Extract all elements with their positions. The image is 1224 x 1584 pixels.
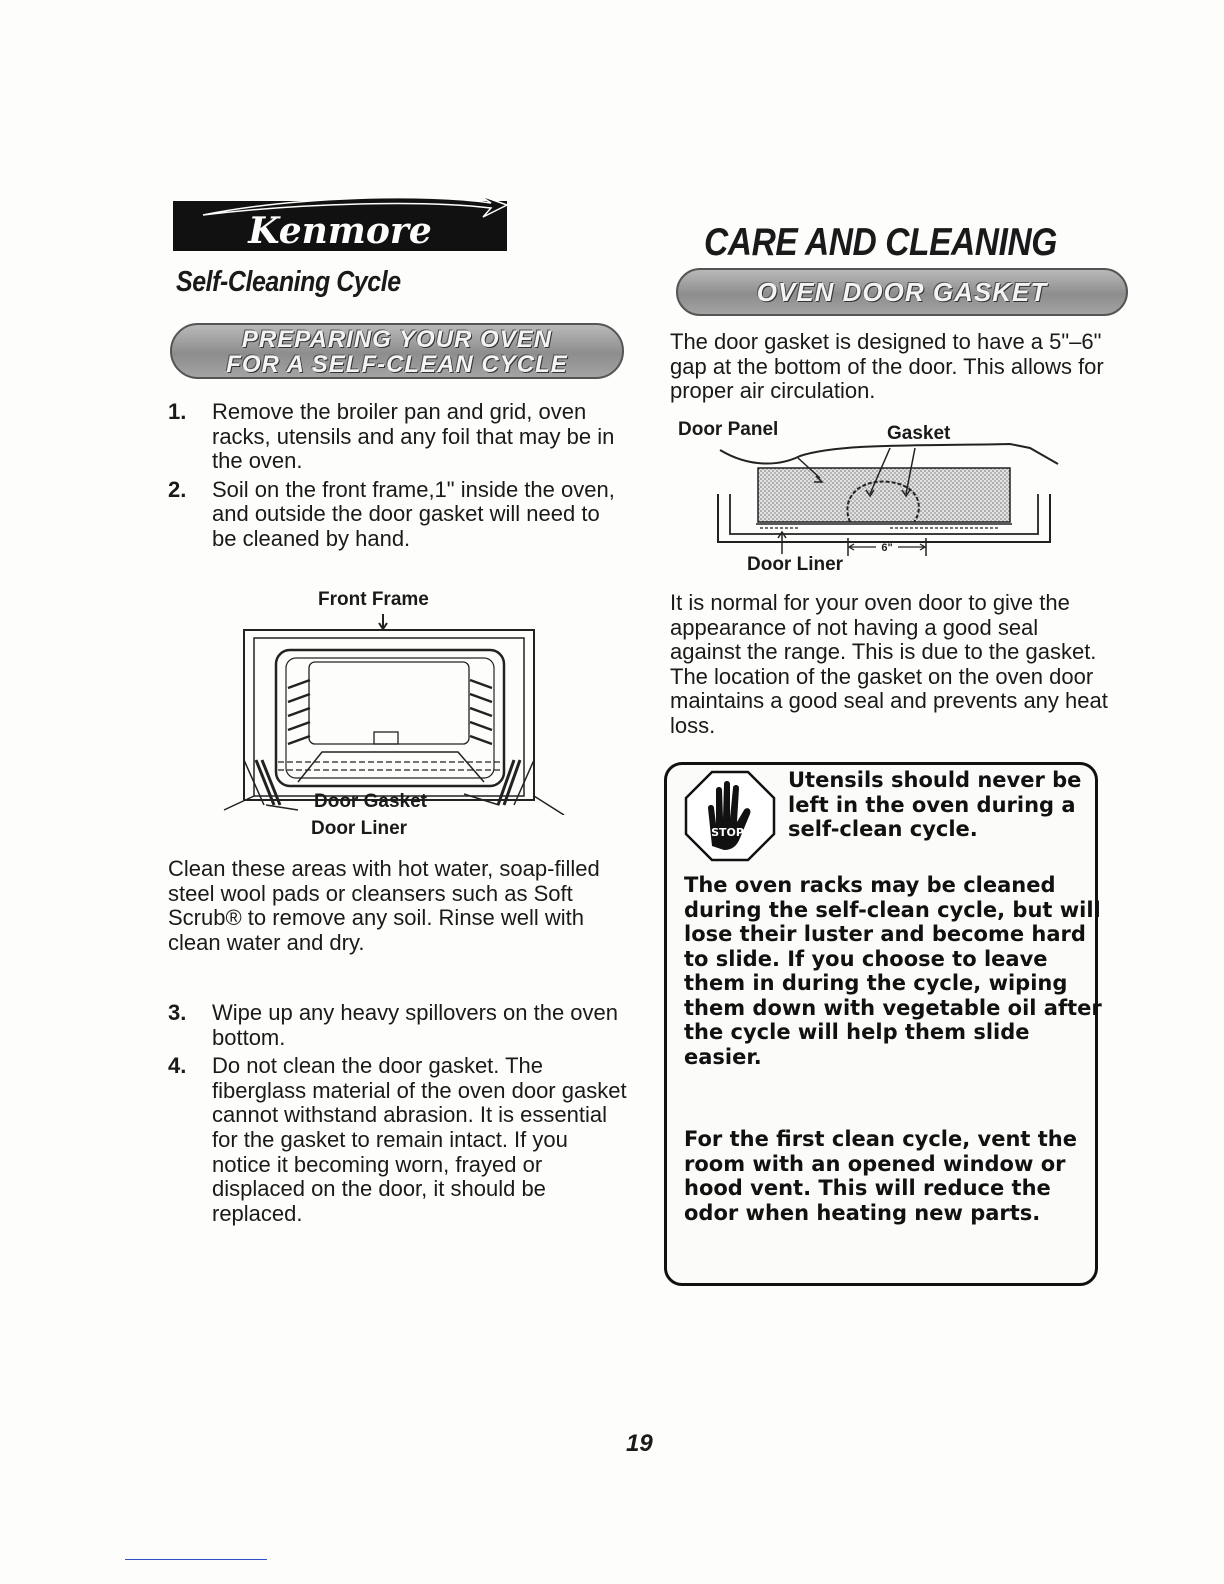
door-liner-label: Door Liner (311, 818, 408, 839)
page-heading: CARE AND CLEANING (704, 221, 1057, 264)
oven-front-frame-illustration (214, 610, 574, 815)
section-title: Self-Cleaning Cycle (176, 266, 401, 298)
stop-icon-text: STOP! (711, 826, 749, 839)
door-panel-label: Door Panel (678, 419, 779, 440)
kenmore-logo (173, 195, 511, 253)
steps-list-a (168, 400, 628, 556)
page-number: 19 (626, 1430, 653, 1457)
door-gasket-label: Door Gasket (314, 791, 427, 812)
pill-line-2: FOR A SELF-CLEAN CYCLE (226, 351, 568, 378)
warning-utensils: Utensils should never be left in the oven during a self-clean cycle. (788, 768, 1082, 841)
logo-text: Kenmore (248, 210, 432, 252)
step-text: Do not clean the door gasket. The fiberglass material of the oven door gasket cannot withstand abrasion. It is essential for the gasket to remain intact. If you notice it becoming worn, frayed or displaced on the door, it should be replaced. (212, 1053, 627, 1226)
steps-list-b (168, 1001, 628, 1230)
gasket-label: Gasket (887, 423, 951, 444)
preparing-oven-header (170, 323, 624, 379)
warning-first-clean-cycle: For the first clean cycle, vent the room with an opened window or hood vent. This will reduce the odor when heating new parts. (684, 1127, 1078, 1225)
step-text: Remove the broiler pan and grid, oven racks, utensils and any foil that may be in the oven. (212, 399, 615, 474)
front-frame-label: Front Frame (318, 589, 429, 610)
footer-rule (125, 1559, 267, 1560)
step-item (168, 400, 628, 474)
step-number: 2. (168, 476, 187, 502)
gap-dimension-label: 6" (881, 542, 893, 554)
step-text: Wipe up any heavy spillovers on the oven bottom. (212, 1000, 619, 1050)
step-number: 4. (168, 1053, 187, 1079)
normal-seal-paragraph: It is normal for your oven door to give the appearance of not having a good seal against the range. This is due to the gasket. The location of the gasket on the oven door maintains a good seal and prevents any heat loss. (670, 590, 1108, 738)
gasket-description-paragraph: The door gasket is designed to have a 5"–6" gap at the bottom of the door. This allows for proper air circulation. (670, 329, 1104, 404)
step-number: 1. (168, 399, 187, 424)
step-number: 3. (168, 1000, 187, 1025)
step-item (168, 478, 628, 552)
oven-door-gasket-header: OVEN DOOR GASKET (676, 268, 1128, 316)
pill-line-1: PREPARING YOUR OVEN (241, 326, 553, 353)
step-item (168, 1001, 628, 1050)
warning-oven-racks: The oven racks may be cleaned during the self-clean cycle, but will lose their luster and become hard to slide. If you choose to leave them in during the cycle, wiping them down with vegetable oil after the cycle will help them slide easier. (684, 873, 1102, 1069)
step-item (168, 1054, 628, 1226)
door-liner-label: Door Liner (747, 554, 844, 575)
stop-hand-icon (682, 768, 778, 864)
door-gasket-illustration (700, 438, 1065, 556)
cleaning-instructions-paragraph: Clean these areas with hot water, soap-filled steel wool pads or cleansers such as Soft Scrub® to remove any soil. Rinse well with clean water and dry. (168, 856, 600, 955)
step-text: Soil on the front frame,1" inside the oven, and outside the door gasket will need to be cleaned by hand. (212, 476, 615, 551)
